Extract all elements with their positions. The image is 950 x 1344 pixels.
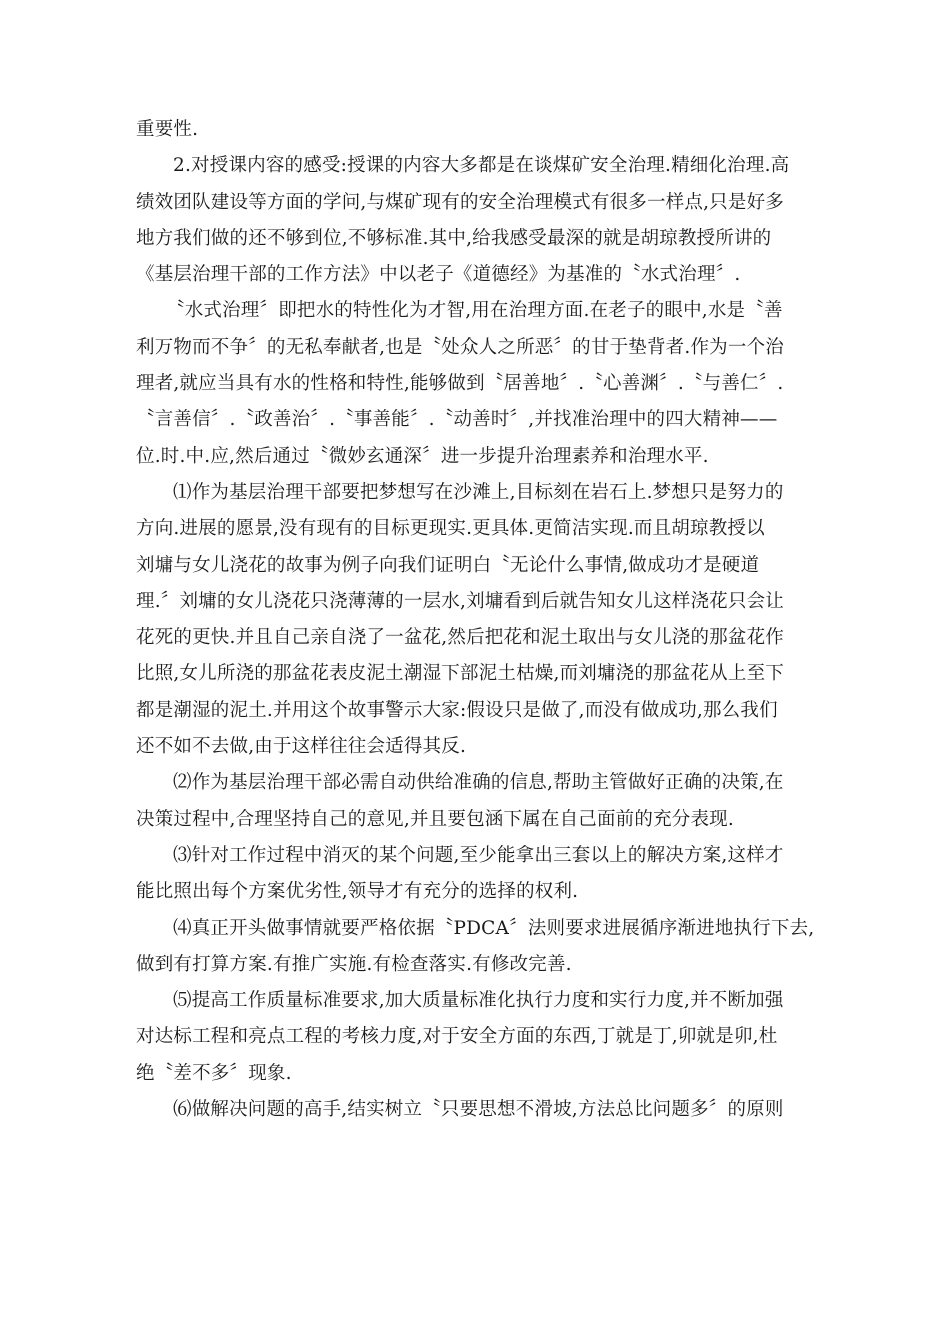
text-line: 利万物而不争〞的无私奉献者,也是〝处众人之所恶〞的甘于垫背者.作为一个治: [136, 336, 784, 358]
text-line: 2.对授课内容的感受:授课的内容大多都是在谈煤矿安全治理.精细化治理.高: [173, 155, 790, 177]
text-line: 花死的更快.并且自己亲自浇了一盆花,然后把花和泥土取出与女儿浇的那盆花作: [136, 627, 784, 649]
document-body: [136, 112, 816, 1128]
text-line: ⑴作为基层治理干部要把梦想写在沙滩上,目标刻在岩石上.梦想只是努力的: [173, 481, 784, 503]
text-line: 绩效团队建设等方面的学问,与煤矿现有的安全治理模式有很多一样点,只是好多: [136, 191, 784, 213]
text-line: 位.时.中.应,然后通过〝微妙玄通深〞进一步提升治理素养和治理水平.: [136, 445, 709, 467]
text-line: 〝水式治理〞即把水的特性化为才智,用在治理方面.在老子的眼中,水是〝善: [166, 300, 783, 322]
text-line: 《基层治理干部的工作方法》中以老子《道德经》为基准的〝水式治理〞.: [136, 264, 741, 286]
text-line: 〝言善信〞.〝政善治〞.〝事善能〞.〝动善时〞,并找准治理中的四大精神——: [136, 409, 778, 431]
text-line: 刘墉与女儿浇花的故事为例子向我们证明白〝无论什么事情,做成功才是硬道: [136, 554, 760, 576]
text-line: ⑸提高工作质量标准要求,加大质量标准化执行力度和实行力度,并不断加强: [173, 990, 784, 1012]
text-line: 方向.进展的愿景,没有现有的目标更现实.更具体.更简洁实现.而且胡琼教授以: [136, 518, 765, 540]
text-line: 能比照出每个方案优劣性,领导才有充分的选择的权利.: [136, 881, 579, 903]
text-line: 地方我们做的还不够到位,不够标准.其中,给我感受最深的就是胡琼教授所讲的: [136, 227, 772, 249]
text-line: 做到有打算方案.有推广实施.有检查落实.有修改完善.: [136, 953, 572, 975]
text-line: 重要性.: [136, 119, 199, 140]
text-line: 都是潮湿的泥土.并用这个故事警示大家:假设只是做了,而没有做成功,那么我们: [136, 699, 778, 721]
text-line: ⑵作为基层治理干部必需自动供给准确的信息,帮助主管做好正确的决策,在: [173, 772, 784, 794]
text-line: ⑹做解决问题的高手,结实树立〝只要思想不滑坡,方法总比问题多〞的原则: [173, 1099, 784, 1121]
text-line: ⑶针对工作过程中消灭的某个问题,至少能拿出三套以上的解决方案,这样才: [173, 844, 784, 866]
text-line: 对达标工程和亮点工程的考核力度,对于安全方面的东西,丁就是丁,卯就是卯,杜: [136, 1026, 778, 1048]
text-line: 还不如不去做,由于这样往往会适得其反.: [136, 736, 467, 758]
text-line: ⑷真正开头做事情就要严格依据〝PDCA〞法则要求进展循序渐进地执行下去,: [173, 917, 815, 939]
text-line: 决策过程中,合理坚持自己的意见,并且要包涵下属在自己面前的充分表现.: [136, 808, 734, 830]
text-line: 理.〞刘墉的女儿浇花只浇薄薄的一层水,刘墉看到后就告知女儿这样浇花只会让: [136, 590, 784, 612]
text-line: 绝〝差不多〞现象.: [136, 1062, 292, 1084]
text-line: 理者,就应当具有水的性格和特性,能够做到〝居善地〞.〝心善渊〞.〝与善仁〞.: [136, 373, 784, 395]
text-line: 比照,女儿所浇的那盆花表皮泥土潮湿下部泥土枯燥,而刘墉浇的那盆花从上至下: [136, 663, 784, 685]
